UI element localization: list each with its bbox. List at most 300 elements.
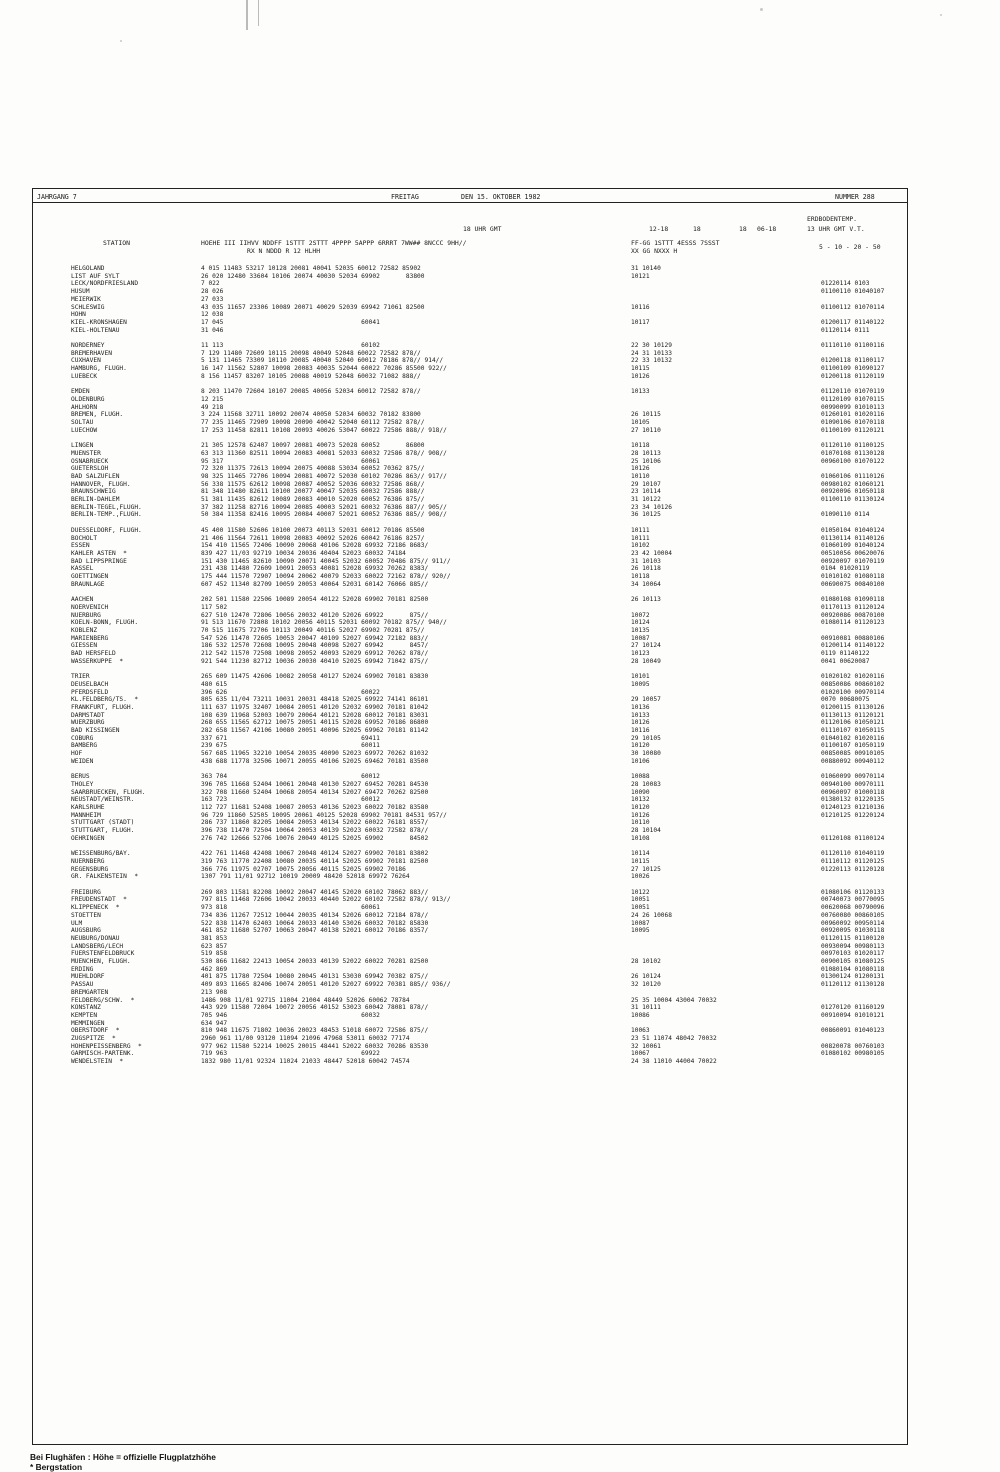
table-row [33,658,907,666]
soil-temperatures: 00980102 01060121 [821,480,885,488]
table-row [33,819,907,827]
soil-temperatures: 01210125 01220124 [821,811,885,819]
extra-codes: 31 10103 [631,557,661,565]
station-name: BAD KISSINGEN [71,727,120,734]
station-name: WASSERKUPPE * [71,657,124,665]
soil-temperatures: 01100110 01130124 [821,496,885,503]
table-row [33,488,907,496]
table-row [33,1027,907,1035]
station-name: NORDERNEY [71,342,105,349]
station-name: HOF [71,750,83,758]
station-name: STUTTGART, FLUGH. [71,827,135,835]
table-row [33,981,907,989]
station-name: FREUDENSTADT * [71,896,127,904]
table-row [33,642,907,650]
table-row [33,873,907,881]
synop-codes: 443 929 11580 72004 10072 20056 40152 53023 60042 78081 878// [201,1004,429,1012]
station-name: NOERVENICH [71,603,109,611]
station-name: AACHEN [71,596,94,604]
soil-temperatures: 00910081 00880106 [821,634,885,642]
col-06-18: 06-18 [757,225,777,233]
soil-temperatures: 01120110 01070119 [821,388,885,396]
station-name: SOLTAU [71,419,94,426]
extra-codes: 10088 [631,773,650,781]
soil-temperatures: 00850085 00910105 [821,750,885,758]
table-row [33,319,907,327]
date-label: DEN 15. OKTOBER 1982 [461,193,541,201]
table-row [33,588,907,596]
soil-temperatures: 01120110 01100125 [821,442,885,450]
col-18-a: 18 [693,225,701,233]
extra-codes: 10118 [631,573,650,580]
soil-temperatures: 01100109 01120121 [821,426,885,434]
soil-temperatures: 01050104 01040124 [821,526,885,534]
synop-codes: 734 836 11267 72512 10044 20035 40134 52026 60012 72184 878// [201,911,429,919]
extra-codes: 28 10113 [631,449,661,457]
extra-codes: 25 35 10004 43004 70032 [631,996,717,1004]
table-row [33,1035,907,1043]
synop-codes: 212 542 11570 72508 10098 20052 40093 52029 69912 70262 878// [201,650,429,657]
table-row [33,796,907,804]
synop-codes: 154 410 11565 72406 10090 20068 40106 52028 69932 72186 8683/ [201,542,429,550]
table-row [33,473,907,481]
extra-codes: 10090 [631,788,650,796]
soil-temperatures: 01120115 01100120 [821,934,885,942]
synop-codes: 37 382 11258 82716 10094 20085 40003 52021 60032 76386 887// 905// [201,503,447,511]
station-name: HOHN [71,311,86,319]
soil-temperatures: 01200114 01140122 [821,642,885,650]
code-column-subheading: RX N NDDD R 12 HLHH [247,247,321,255]
table-row [33,958,907,966]
extra-codes: 29 10057 [631,696,661,704]
table-row [33,304,907,312]
soil-temperatures: 00860091 01040123 [821,1027,885,1035]
station-name: KIEL-KRONSHAGEN [71,318,127,326]
ff-column-heading: FF-GG 1STTT 4ESSS 7SSST [631,239,720,247]
footnote-airports: Bei Flughäfen : Höhe = offizielle Flugplatzhöhe [30,1452,216,1462]
table-row [33,365,907,373]
soil-temperatures: 00970103 01020117 [821,950,885,958]
soil-temperatures: 01060109 01040124 [821,542,885,550]
soil-temperatures: 00940100 00970111 [821,780,885,788]
station-name: GR. FALKENSTEIN * [71,873,139,881]
soil-temperatures: 01100109 01090127 [821,365,885,373]
station-name: KL.FELDBERG/TS. * [71,696,139,704]
synop-codes: 27 033 [201,295,224,303]
soil-temperatures: 01110112 01120125 [821,857,885,865]
volume-label: JAHRGANG 7 [37,193,77,201]
extra-codes: 25 10106 [631,457,661,465]
soil-temperatures: 01200118 01100117 [821,357,885,365]
soil-temperatures: 00920086 00870100 [821,611,885,619]
synop-codes: 213 908 [201,988,228,996]
soil-temperatures: 01220114 0103 [821,280,870,288]
table-row [33,504,907,512]
soil-temperatures: 01200115 01130126 [821,703,885,711]
soil-temperatures: 00620068 00790096 [821,904,885,912]
synop-codes: 462 869 [201,965,228,973]
soil-temperatures: 01100110 01040107 [821,288,885,296]
soil-temperatures: 01120114 0111 [821,326,870,334]
synop-codes: 805 635 11/04 73211 10031 20031 48418 52025 69922 74141 86101 [201,696,429,704]
extra-codes: 26 10113 [631,596,661,604]
soil-temperatures: 01130114 01140126 [821,534,885,542]
extra-codes: 26 10115 [631,411,661,419]
extra-codes: 10116 [631,303,650,311]
table-row [33,989,907,997]
scan-artifact [940,14,942,16]
synop-codes: 2960 961 11/00 93120 11094 21096 47968 53011 60032 77174 [201,1035,410,1042]
soil-temperatures: 01080106 01120133 [821,888,885,896]
soil-temperatures: 01240123 01210136 [821,804,885,811]
extra-codes: 10087 [631,634,650,642]
synop-codes: 17 045 60041 [201,318,380,326]
soil-temp-time: 13 UHR GMT V.T. [807,225,865,233]
table-row [33,889,907,897]
table-row [33,450,907,458]
table-row [33,912,907,920]
station-name: AHLHORN [71,403,98,411]
station-name: OSNABRUECK [71,457,109,465]
extra-codes: 10115 [631,365,650,373]
soil-temperatures: 00930094 00980113 [821,942,885,950]
station-name: KEMPTEN [71,1011,98,1019]
extra-codes: 27 10124 [631,642,661,650]
extra-codes: 10118 [631,442,650,450]
soil-temperatures: 01080108 01090118 [821,596,885,604]
synop-codes: 8 203 11470 72604 10107 20085 40056 52034 60012 72582 878// [201,388,421,396]
table-row [33,850,907,858]
extra-codes: 10110 [631,472,650,480]
synop-codes: 282 658 11567 42106 10080 20051 40096 52025 69962 70181 81142 [201,727,429,734]
station-name: BERLIN-TEGEL,FLUGH. [71,503,142,511]
station-name: NUERNBERG [71,857,105,865]
extra-codes: 24 31 10133 [631,349,672,357]
extra-codes: 10026 [631,873,650,881]
station-name: MEIERWIK [71,295,101,303]
station-name: BREMEN, FLUGH. [71,411,124,419]
station-name: KONSTANZ [71,1004,101,1012]
synop-codes: 7 022 [201,280,220,288]
soil-temperatures: 00510056 00620076 [821,549,885,557]
table-row [33,434,907,442]
station-name: BAMBERG [71,742,98,750]
table-row [33,581,907,589]
extra-codes: 29 10107 [631,480,661,488]
extra-codes: 10120 [631,804,650,811]
table-row [33,311,907,319]
soil-temperatures: 01200118 01120119 [821,372,885,380]
station-name: BERLIN-DAHLEM [71,496,120,503]
station-name: MUENSTER [71,449,101,457]
station-name: NUERBURG [71,611,101,619]
synop-codes: 98 325 11465 72706 10094 20081 40072 52030 60102 70286 863// 917// [201,472,447,480]
synop-codes: 461 852 11680 52707 10063 20047 40138 52021 60012 70186 8357/ [201,927,429,935]
weekday-label: FREITAG [391,193,419,201]
table-row [33,966,907,974]
table-row [33,665,907,673]
station-name: MANNHEIM [71,811,101,819]
extra-codes: 27 10125 [631,865,661,873]
table-row [33,812,907,820]
synop-codes: 973 818 60061 [201,904,380,912]
synop-codes: 112 727 11681 52408 10087 20053 40136 52023 60022 70182 83580 [201,804,429,811]
station-name: BERLIN-TEMP.,FLUGH. [71,511,142,519]
table-row [33,766,907,774]
table-row [33,696,907,704]
table-row [33,388,907,396]
table-row [33,943,907,951]
extra-codes: 10124 [631,619,650,627]
station-name: AUGSBURG [71,927,101,935]
synop-codes: 363 704 60012 [201,773,380,781]
table-row [33,550,907,558]
extra-codes: 28 10049 [631,657,661,665]
extra-codes: 10126 [631,811,650,819]
table-row [33,496,907,504]
synop-codes: 95 317 60061 [201,457,380,465]
soil-temperatures: 00820078 00760103 [821,1042,885,1050]
soil-temperatures: 00880092 00940112 [821,757,885,765]
station-name: ULM [71,919,83,927]
extra-codes: 23 34 10126 [631,503,672,511]
synop-codes: 96 729 11860 52505 10095 20061 40125 52028 69902 70181 84531 957// [201,811,447,819]
synop-codes: 1486 908 11/01 92715 11004 21004 48449 52026 60062 78784 [201,996,410,1004]
table-row [33,596,907,604]
extra-codes: 10136 [631,703,650,711]
header-rule [33,202,907,203]
station-name: KIEL-HOLTENAU [71,326,120,334]
table-row [33,904,907,912]
soil-temperatures: 01110110 01100116 [821,342,885,349]
synop-codes: 5 131 11465 73309 10110 20085 40040 52040 60012 78186 878// 914// [201,357,444,365]
extra-codes: 10095 [631,927,650,935]
synop-codes: 1832 980 11/01 92324 11024 21033 48447 52018 60042 74574 [201,1058,410,1066]
station-name: WUERZBURG [71,719,105,727]
table-row [33,742,907,750]
col-12-18: 12-18 [649,225,669,233]
extra-codes: 34 10064 [631,580,661,588]
synop-codes: 81 348 11480 82611 10100 20077 40047 52035 60032 72586 888// [201,488,425,496]
extra-codes: 10117 [631,318,650,326]
soil-temperatures: 00920097 01070119 [821,557,885,565]
station-name: LECK/NORDFRIESLAND [71,280,139,288]
station-name: GARMISCH-PARTENK. [71,1050,135,1058]
station-name: BAD HERSFELD [71,650,116,657]
synop-codes: 56 338 11575 62612 10098 20087 40052 52036 60032 72586 868// [201,480,425,488]
station-name: NEUSTADT/WEINSTR. [71,796,135,804]
extra-codes: 10086 [631,1011,650,1019]
table-row [33,835,907,843]
soil-temperatures: 01010102 01080118 [821,573,885,580]
table-row [33,750,907,758]
extra-codes: 23 42 10004 [631,549,672,557]
synop-codes: 49 218 [201,403,224,411]
station-name: ERDING [71,965,94,973]
extra-codes: 10133 [631,388,650,396]
synop-codes: 51 381 11435 82612 10089 20083 40010 52020 60052 76386 875// [201,496,425,503]
synop-codes: 547 526 11470 72605 10053 20047 40109 52027 69942 72182 883// [201,634,429,642]
synop-codes: 401 875 11780 72504 10080 20045 40131 53030 69942 70382 875// [201,973,429,981]
soil-temperatures: 01120106 01050121 [821,719,885,727]
synop-codes: 567 685 11965 32210 10054 20035 40090 52023 69972 70262 81032 [201,750,429,758]
extra-codes: 10087 [631,919,650,927]
synop-codes: 28 026 [201,288,224,296]
synop-codes: 319 763 11770 22408 10080 20035 40114 52025 69902 70181 82500 [201,857,429,865]
table-row [33,896,907,904]
synop-codes: 977 962 11580 52214 10025 20015 48441 52022 60032 70286 83530 [201,1042,429,1050]
synop-codes: 26 020 12480 33604 10106 20074 40030 52034 69902 83800 [201,272,425,280]
extra-codes: 23 10114 [631,488,661,496]
table-row [33,804,907,812]
station-name: STUTTGART (STADT) [71,819,135,827]
extra-codes: 31 10122 [631,496,661,503]
station-name: WENDELSTEIN * [71,1058,124,1066]
soil-temperatures: 0104 01020119 [821,565,870,573]
station-name: KARLSRUHE [71,804,105,811]
table-row [33,411,907,419]
station-name: BERUS [71,773,90,781]
synop-codes: 265 609 11475 42606 10082 20058 40127 52024 69902 70181 83830 [201,673,429,681]
synop-codes: 438 688 11778 32506 10071 20055 40106 52025 69462 70181 83500 [201,757,429,765]
weather-report-sheet [32,188,908,1445]
soil-temperatures: 00920096 01050118 [821,488,885,496]
table-row [33,712,907,720]
station-table [33,265,907,1435]
synop-codes: 7 129 11480 72609 10115 20098 40049 52048 60022 72582 878// [201,349,421,357]
extra-codes: 10106 [631,757,650,765]
synop-codes: 839 427 11/03 92719 10034 20036 40404 52023 60032 74184 [201,549,406,557]
station-name: BAD LIPPSPRINGE [71,557,127,565]
soil-temperatures: 00910094 01010121 [821,1011,885,1019]
table-row [33,604,907,612]
soil-temperatures: 00960100 01070122 [821,457,885,465]
soil-temperatures: 01080104 01080118 [821,965,885,973]
synop-codes: 63 313 11360 82511 10094 20083 40081 52033 60032 72586 878// 908// [201,449,447,457]
table-row [33,565,907,573]
synop-codes: 627 510 12470 72806 10056 20032 40120 52026 69922 875// [201,611,429,619]
synop-codes: 111 637 11975 32407 10084 20051 40120 52032 69902 70181 81042 [201,703,429,711]
extra-codes: 10105 [631,419,650,426]
station-name: GOETTINGEN [71,573,109,580]
table-row [33,727,907,735]
synop-codes: 921 544 11230 82712 10036 20030 40410 52025 69942 71042 875// [201,657,429,665]
soil-temp-heading: ERDBODENTEMP. [807,215,858,223]
soil-temperatures: 00960097 01000118 [821,788,885,796]
table-row [33,1043,907,1051]
synop-codes: 231 438 11480 72609 10091 20053 40081 52028 69932 70262 8383/ [201,565,429,573]
extra-codes: 10051 [631,896,650,904]
table-row [33,327,907,335]
table-row [33,273,907,281]
extra-codes: 10126 [631,465,650,473]
table-row [33,1058,907,1066]
station-name: EMDEN [71,388,90,396]
table-row [33,373,907,381]
code-column-heading: HOEHE III IIHVV NDDFF 1STTT 2STTT 4PPPP 5APPP 6RRRT 7WW## 8NCCC 9HH// [201,239,467,247]
synop-codes: 8 156 11457 83207 10105 20088 40019 52048 60032 71082 888// [201,372,421,380]
extra-codes: 10116 [631,727,650,734]
table-row [33,519,907,527]
synop-codes: 530 866 11682 22413 10054 20033 40139 52022 60022 70281 82500 [201,958,429,965]
station-name: OBERSTDORF * [71,1027,120,1035]
depth-column-heading: 5 - 10 - 20 - 50 [819,243,881,251]
table-row [33,573,907,581]
table-row [33,704,907,712]
extra-codes: 10108 [631,834,650,842]
soil-temperatures: 00960092 00950114 [821,919,885,927]
station-name: KOELN-BONN, FLUGH. [71,619,139,627]
synop-codes: 175 444 11570 72907 10094 20062 40079 52033 60022 72162 878// 920// [201,573,451,580]
station-name: LUEBECK [71,372,98,380]
extra-codes: 28 10083 [631,780,661,788]
synop-codes: 17 253 11458 82811 10108 20093 40026 53047 60022 72586 888// 918// [201,426,447,434]
extra-codes: 10051 [631,904,650,912]
table-row [33,635,907,643]
synop-codes: 1307 791 11/01 92712 10019 20009 48420 52018 69972 76264 [201,873,410,881]
extra-codes: 10123 [631,650,650,657]
station-name: MUENCHEN, FLUGH. [71,958,131,965]
station-name: BRAUNSCHWEIG [71,488,116,496]
table-row [33,381,907,389]
extra-codes: 10110 [631,819,650,827]
station-name: DARMSTADT [71,711,105,719]
soil-temperatures: 01270120 01160129 [821,1004,885,1012]
table-row [33,458,907,466]
extra-codes: 31 10111 [631,1004,661,1012]
table-row [33,542,907,550]
station-name: BRAUNLAGE [71,580,105,588]
obs-time-heading: 18 UHR GMT [463,225,502,233]
table-row [33,265,907,273]
extra-codes: 10114 [631,850,650,858]
ff-column-subheading: XX GG NXXX H [631,247,678,255]
extra-codes: 23 51 11074 48042 70032 [631,1035,717,1042]
station-name: OLDENBURG [71,395,105,403]
table-row [33,1020,907,1028]
issue-number: NUMMER 288 [835,193,875,201]
station-name: LINGEN [71,442,94,450]
station-name: LANDSBERG/LECH [71,942,124,950]
extra-codes: 28 10104 [631,827,661,835]
soil-temperatures: 01100107 01050119 [821,742,885,750]
table-row [33,973,907,981]
table-row [33,827,907,835]
synop-codes: 634 947 [201,1019,228,1027]
synop-codes: 202 501 11580 22506 10089 20054 40122 52028 69902 70181 82500 [201,596,429,604]
station-name: SCHLESWIG [71,303,105,311]
table-row [33,627,907,635]
station-name: REGENSBURG [71,865,109,873]
station-name: MEMMINGEN [71,1019,105,1027]
extra-codes: 10126 [631,719,650,727]
synop-codes: 286 737 11860 82205 10084 20053 40134 52022 60022 76181 8557/ [201,819,429,827]
synop-codes: 31 046 [201,326,224,334]
table-row [33,1012,907,1020]
soil-temperatures: 00760080 00860105 [821,911,885,919]
extra-codes: 32 10120 [631,981,661,989]
station-name: HELGOLAND [71,265,105,272]
station-name: CUXHAVEN [71,357,101,365]
station-name: FRANKFURT, FLUGH. [71,703,135,711]
table-row [33,619,907,627]
soil-temperatures: 01060099 00970114 [821,773,885,781]
synop-codes: 11 113 60102 [201,342,380,349]
synop-codes: 45 400 11580 52606 10100 20073 40113 52031 60012 70186 85500 [201,526,425,534]
table-row [33,527,907,535]
station-name: HOHENPEISSENBERG * [71,1042,142,1050]
station-name: COBURG [71,734,94,742]
